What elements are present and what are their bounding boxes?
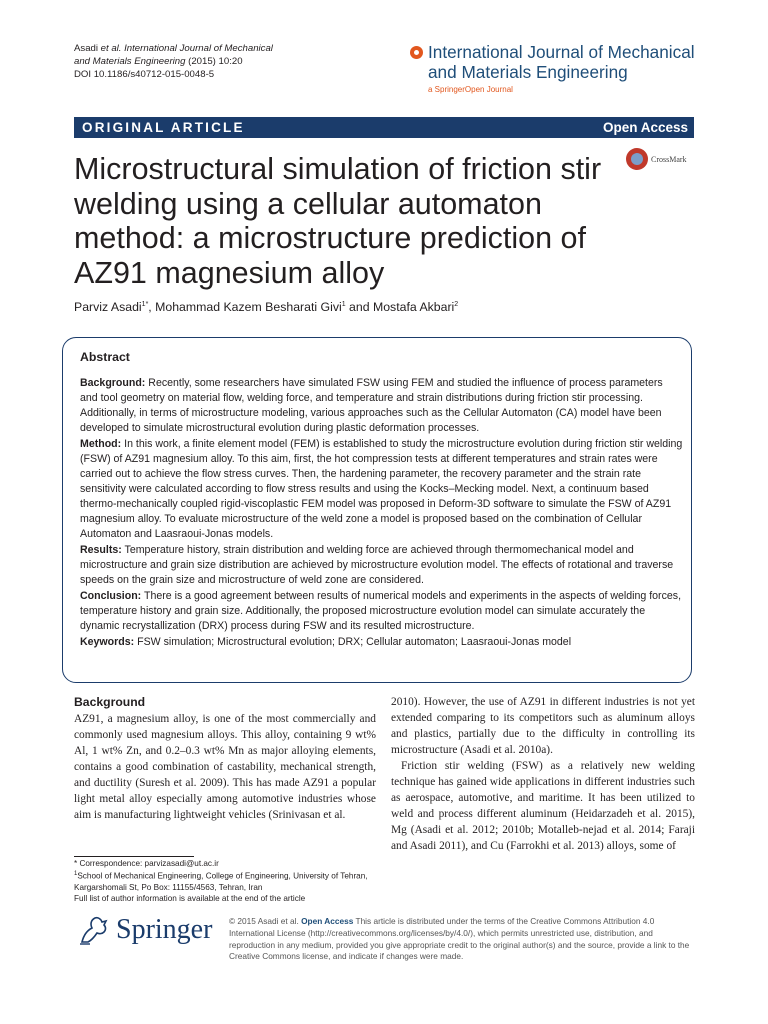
crossmark-button[interactable] [626, 148, 687, 170]
journal-name-line1: International Journal of Mechanical [428, 42, 695, 62]
abstract-results: Results: Temperature history, strain distribution and welding force are achieved through thermomechanical model and microstructure and grain size distribution are achieved by microstructure evolution model. The effects of rotational and traverse speeds on the grain size and microstructure of weld zone are considered. [80, 544, 674, 586]
footnotes [74, 858, 374, 904]
author-affiliation-sup: 2 [454, 300, 459, 308]
journal-logo[interactable] [410, 42, 710, 94]
correspondence-note[interactable]: * Correspondence: parvizasadi@ut.ac.ir [74, 859, 219, 868]
author-info-note: Full list of author information is available at the end of the article [74, 893, 306, 903]
open-access-label: Open Access [602, 120, 688, 135]
abstract-background: Background: Recently, some researchers have simulated FSW using FEM and studied the influence of process parameters and tool geometry on material flow, welding force, and temperature and strain distributions during friction stir processing. Additionally, in terms of microstructure modeling, various approaches such as the Cellular Automaton (CA) model have been developed to simulate microstructural evolution during plastic deformation processes. [80, 377, 663, 434]
abstract-body [80, 376, 683, 651]
body-column-right [391, 694, 695, 854]
abstract-method: Method: In this work, a finite element model (FEM) is established to study the microstructure evolution during friction stir welding (FSW) of AZ91 magnesium alloy. To this aim, first, the hot compression tests at different temperatures and strain rates were carried out to achieve the flow stress curves. Then, the hardening parameter, the recovery parameter and the strain rate sensitivity were calculated according to flow stress results and using the Kocks–Mecking model. Next, a continuum based thermo-mechanically coupled rigid-viscoplastic FEM model was proposed in Deform-3D software to simulate the FSW of AZ91 magnesium alloy. To evaluate microstructure of the weld zone a model is proposed based on the combination of Cellular Automaton and Laasraoui-Jonas models. [80, 438, 683, 540]
citation-journal: et al. International Journal of Mechanical [100, 43, 273, 54]
abstract-conclusion: Conclusion: There is a good agreement between results of numerical models and experiments in the aspects of welding forces, temperature history and grain size. Additionally, the proposed microstructure evolution model can simulate accurately the dynamic recrystallization (DRX) process during FSW and its resulted microstructure. [80, 590, 682, 632]
license-statement: © 2015 Asadi et al. Open Access This article is distributed under the terms of the Creative Commons Attribution 4.0 International License (http://creativecommons.org/licenses/by/4.0/), which permits unrestricted use, distribution, and reproduction in any medium, provided you give appropriate credit to the original author(s) and the source, provide a link to the Creative Commons license, and indicate if changes were made. [229, 916, 690, 962]
citation-author: Asadi [74, 43, 101, 54]
journal-subtitle: a SpringerOpen Journal [428, 85, 513, 94]
citation-volume: (2015) 10:20 [185, 56, 243, 67]
citation-header [74, 42, 273, 81]
article-type-banner [74, 117, 694, 138]
springer-wordmark: Springer [116, 914, 213, 945]
article-type-label: ORIGINAL ARTICLE [82, 120, 245, 135]
author-list [74, 300, 458, 314]
abstract-heading: Abstract [80, 350, 130, 364]
author-affiliation-sup: 1* [141, 300, 149, 308]
affiliation-note: $^1$School of Mechanical Engineering, College of Engineering, University of Tehran, Kargarshomali St, Po Box: 11155/4563, Tehran, Iran [74, 871, 368, 892]
journal-name-line2: and Materials Engineering [428, 62, 628, 82]
crossmark-icon [626, 148, 648, 170]
springeropen-icon [410, 46, 423, 59]
crossmark-label: CrossMark [651, 154, 687, 164]
open-access-link[interactable]: Open Access [301, 916, 354, 926]
author-affiliation-sup: 1 [341, 300, 346, 308]
body-paragraph: AZ91, a magnesium alloy, is one of the most commercially and commonly used magnesium alloys. This alloy, containing 9 wt% Al, 1 wt% Zn, and 0.2–0.3 wt% Mn as major alloying elements, contains a good combination of castability, mechanical strength, and ductility (Suresh et al. 2009). This has made AZ91 a popular light metal alloy especially among automotive industries whose aim is manufacturing lightweight vehicles (Srinivasan et al. [74, 713, 376, 821]
citation-doi[interactable]: DOI 10.1186/s40712-015-0048-5 [74, 69, 215, 80]
springer-horse-icon [76, 914, 112, 946]
abstract-keywords: Keywords: FSW simulation; Microstructural evolution; DRX; Cellular automaton; Laasraoui-Jonas model [80, 636, 572, 648]
section-heading: Background [74, 695, 146, 709]
author-name[interactable]: Parviz Asadi [74, 300, 142, 314]
article-title: Microstructural simulation of friction stir welding using a cellular automaton method: a microstructure prediction of AZ91 magnesium alloy [74, 152, 602, 290]
footnote-divider [74, 856, 194, 857]
author-name[interactable]: , Mohammad Kazem Besharati Givi [148, 300, 342, 314]
body-paragraph: 2010). However, the use of AZ91 in different industries is not yet extended comparing to its competitors such as aluminum alloys and plastics, partially due to the difficulty in controlling its microstructure (Asadi et al. 2010a). [391, 696, 695, 756]
author-name[interactable]: and Mostafa Akbari [345, 300, 455, 314]
body-column-left [74, 694, 376, 823]
body-paragraph: Friction stir welding (FSW) as a relatively new welding technique has gained wide applications in different industries such as aerospace, automotive, and maritime. It has been utilized to weld and process different aluminum (Heidarzadeh et al. 2015), Mg (Asadi et al. 2012; 2010b; Motalleb-nejad et al. 2014; Faraji and Asadi 2011), and Cu (Farrokhi et al. 2013) alloys, some of [391, 760, 695, 852]
springer-logo[interactable] [76, 914, 212, 946]
citation-journal-cont: and Materials Engineering [74, 56, 186, 67]
